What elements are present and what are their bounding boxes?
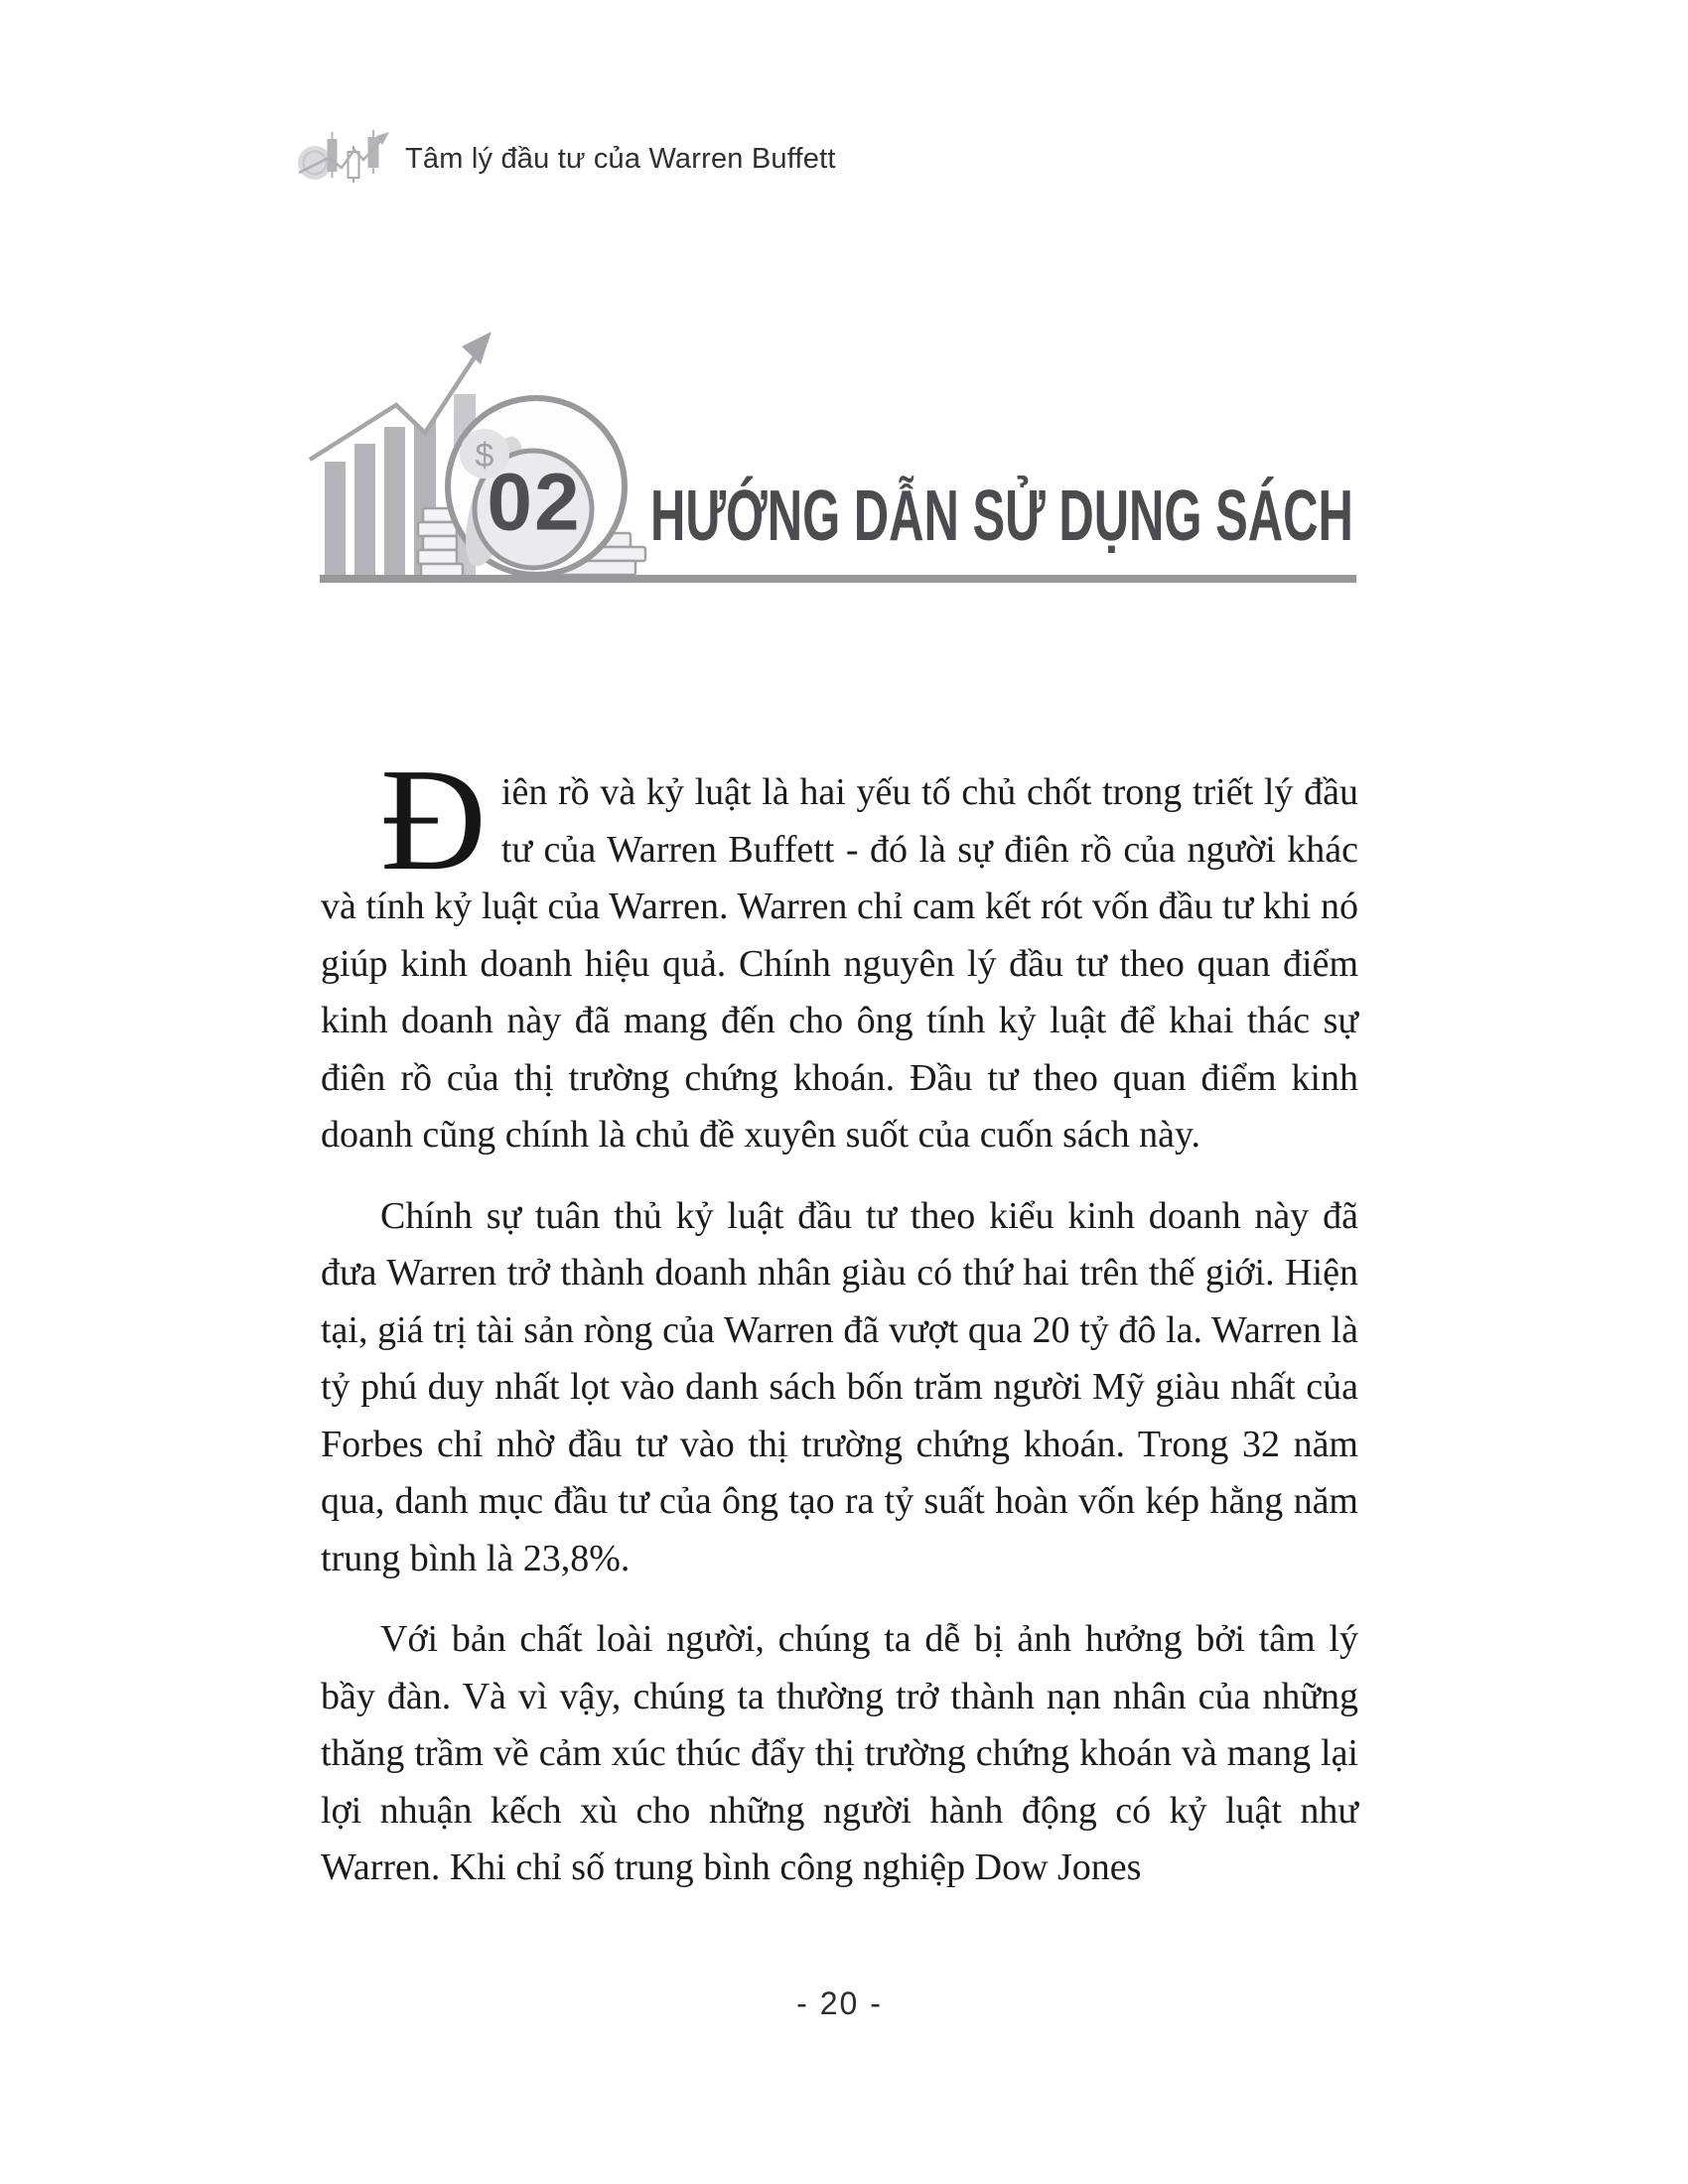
chapter-illustration <box>298 328 665 596</box>
running-header <box>0 0 1688 218</box>
chapter-title: HƯỚNG DẪN SỬ DỤNG SÁCH <box>650 477 1353 556</box>
paragraph-2: Chính sự tuân thủ kỷ luật đầu tư theo kiểu kinh doanh này đã đưa Warren trở thành doanh nhân giàu có thứ hai trên thế giới. Hiện tại, giá trị tài sản ròng của Warren đã vượt qua 20 tỷ đô la. Warren là tỷ phú duy nhất lọt vào danh sách bốn trăm người Mỹ giàu nhất của Forbes chỉ nhờ đầu tư vào thị trường chứng khoán. Trong 32 năm qua, danh mục đầu tư của ông tạo ra tỷ suất hoàn vốn kép hằng năm trung bình là 23,8%. <box>321 1194 1358 1579</box>
chapter-rule <box>320 575 1356 583</box>
chapter-number: 02 <box>487 457 582 548</box>
candlestick-chart-icon <box>286 123 397 195</box>
chapter-coin-icon <box>448 398 625 575</box>
page-number: - 20 - <box>796 1985 883 2021</box>
dollar-symbol: $ <box>475 437 494 475</box>
paragraph-3: Với bản chất loài người, chúng ta dễ bị ảnh hưởng bởi tâm lý bầy đàn. Và vì vậy, chúng ta thường trở thành nạn nhân của những thăng trầm về cảm xúc thúc đẩy thị trường chứng khoán và mang lại lợi nhuận kếch xù cho những người hành động có kỷ luật như Warren. Khi chỉ số trung bình công nghiệp Dow Jones <box>321 1618 1358 1888</box>
dropcap: Đ <box>380 739 487 901</box>
body-text <box>321 739 1358 1897</box>
paragraph-1 <box>321 739 1358 1164</box>
running-header-title: Tâm lý đầu tư của Warren Buffett <box>405 143 836 175</box>
paragraph-1-text: iên rồ và kỷ luật là hai yếu tố chủ chốt trong triết lý đầu tư của Warren Buffett - đó là sự điên rồ của người khác và tính kỷ luật của Warren. Warren chỉ cam kết rót vốn đầu tư khi nó giúp kinh doanh hiệu quả. Chính nguyên lý đầu tư theo quan điểm kinh doanh này đã mang đến cho ông tính kỷ luật để khai thác sự điên rồ của thị trường chứng khoán. Đầu tư theo quan điểm kinh doanh cũng chính là chủ đề xuyên suốt của cuốn sách này. <box>321 771 1358 1156</box>
